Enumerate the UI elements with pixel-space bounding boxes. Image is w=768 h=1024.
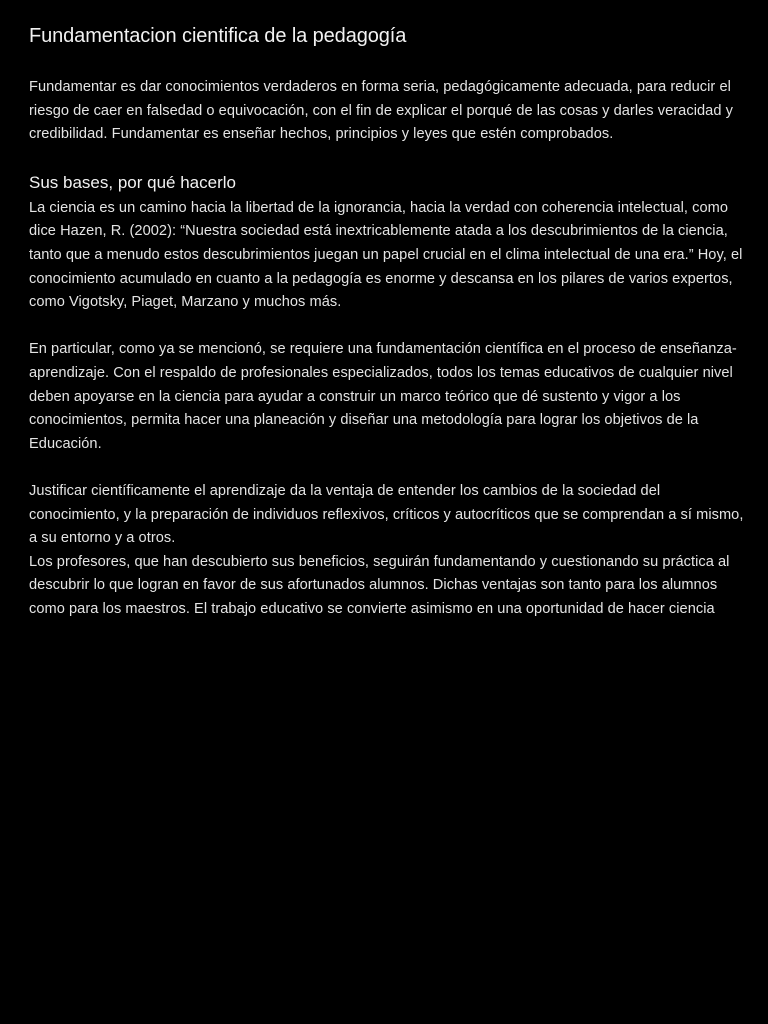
spacer <box>29 52 745 76</box>
body-paragraph-4: Los profesores, que han descubierto sus beneficios, seguirán fundamentando y cuestionando su práctica al descubrir lo que logran en favor de sus afortunados alumnos. Dichas ventajas son tanto para los alumnos como para los maestros. El trabajo educativo se convierte asimismo en una oportunidad de hacer ciencia <box>29 553 730 617</box>
body-paragraph-1: La ciencia es un camino hacia la libertad de la ignorancia, hacia la verdad con coherencia intelectual, como dice Hazen, R. (2002): “Nuestra sociedad está inextricablemente atada a los descubrimientos de la ciencia, tanto que a menudo estos descubrimientos juegan un papel crucial en el clima intelectual de una era.” Hoy, el conocimiento acumulado en cuanto a la pedagogía es enorme y descansa en los pilares de varios expertos, como Vigotsky, Piaget, Marzano y muchos más. <box>29 199 743 311</box>
spacer <box>29 456 745 480</box>
body-paragraph-3: Justificar científicamente el aprendizaje da la ventaja de entender los cambios de la sociedad del conocimiento, y la preparación de individuos reflexivos, críticos y autocríticos que se comprendan a sí mismo, a su entorno y a otros. <box>29 482 744 547</box>
body-paragraph-2: En particular, como ya se mencionó, se requiere una fundamentación científica en el proceso de enseñanza-aprendizaje. Con el respaldo de profesionales especializados, todos los temas educativos de cualquier nivel deben apoyarse en la ciencia para ayudar a construir un marco teórico que dé sustento y vigor a los conocimientos, permita hacer una planeación y diseñar una metodología para lograr los objetivos de la Educación. <box>29 341 737 452</box>
intro-paragraph: Fundamentar es dar conocimientos verdaderos en forma seria, pedagógicamente adecuada, para reducir el riesgo de caer en falsedad o equivocación, con el fin de explicar el porqué de las cosas y darles veracidad y credibilidad. Fundamentar es enseñar hechos, principios y leyes que estén comprobados. <box>29 79 733 143</box>
document-page <box>29 20 745 621</box>
page-title: Fundamentacion cientifica de la pedagogía <box>29 25 407 47</box>
spacer <box>29 315 745 339</box>
spacer <box>29 147 745 171</box>
section-heading: Sus bases, por qué hacerlo <box>29 172 236 192</box>
